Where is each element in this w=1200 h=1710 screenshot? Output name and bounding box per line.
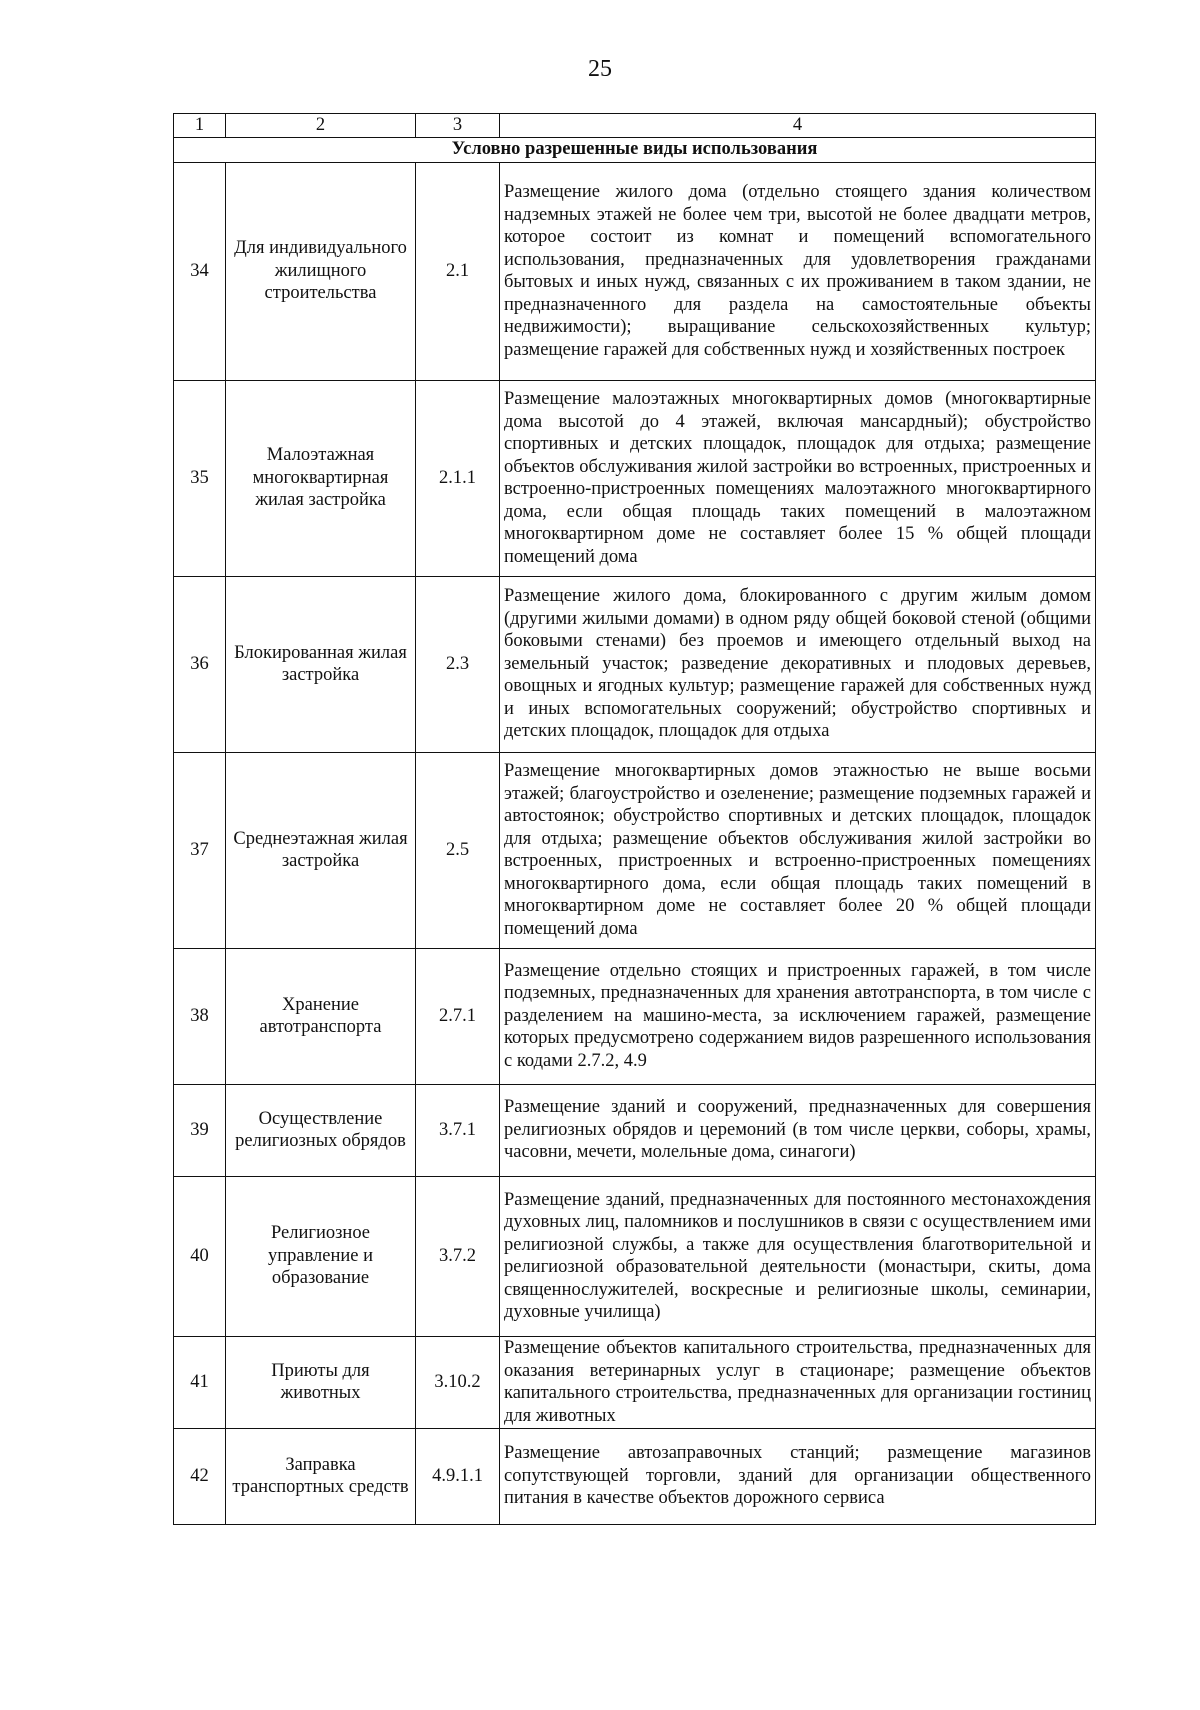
page-number: 25	[588, 56, 612, 82]
table-row	[174, 1176, 1096, 1336]
use-type-description: Размещение зданий, предназначенных для постоянного местонахождения духовных лиц, паломников и послушников в связи с осуществлением ими религиозной службы, а также для осуществления благотворительной и религиозной образовательной деятельности (монастыри, скиты, дома священнослужителей, воскресные и религиозные школы, семинарии, духовные училища)	[500, 1176, 1096, 1336]
row-number: 39	[174, 1084, 226, 1176]
column-number-header	[174, 114, 1096, 138]
table-row	[174, 1336, 1096, 1428]
row-number: 41	[174, 1336, 226, 1428]
header-cell: 3	[416, 114, 500, 138]
row-number: 40	[174, 1176, 226, 1336]
use-type-description: Размещение жилого дома, блокированного с другим жилым домом (другими жилыми домами) в одном ряду общей боковой стеной (общими боковыми стенами) без проемов и имеющего отдельный выход на земельный участок; разведение декоративных и плодовых деревьев, овощных и ягодных культур; размещение гаражей для собственных нужд и иных вспомогательных сооружений; обустройство спортивных и детских площадок, площадок для отдыха	[500, 576, 1096, 752]
row-number: 36	[174, 576, 226, 752]
table-row	[174, 1428, 1096, 1524]
classifier-code: 3.10.2	[416, 1336, 500, 1428]
classifier-code: 2.3	[416, 576, 500, 752]
classifier-code: 2.1.1	[416, 380, 500, 576]
header-cell: 2	[226, 114, 416, 138]
classifier-code: 2.7.1	[416, 948, 500, 1084]
use-type-name: Осуществление религиозных обрядов	[226, 1084, 416, 1176]
use-type-name: Приюты для животных	[226, 1336, 416, 1428]
header-cell: 1	[174, 114, 226, 138]
use-type-name: Малоэтажная многоквартирная жилая застройка	[226, 380, 416, 576]
use-type-name: Религиозное управление и образование	[226, 1176, 416, 1336]
row-number: 37	[174, 752, 226, 948]
row-number: 42	[174, 1428, 226, 1524]
use-type-name: Хранение автотранспорта	[226, 948, 416, 1084]
use-type-name: Блокированная жилая застройка	[226, 576, 416, 752]
table-row	[174, 1084, 1096, 1176]
use-type-description: Размещение объектов капитального строительства, предназначенных для оказания ветеринарных услуг в стационаре; размещение объектов капитального строительства, предназначенных для организации гостиниц для животных	[500, 1336, 1096, 1428]
use-type-description: Размещение зданий и сооружений, предназначенных для совершения религиозных обрядов и церемоний (в том числе церкви, соборы, храмы, часовни, мечети, молельные дома, синагоги)	[500, 1084, 1096, 1176]
use-type-description: Размещение автозаправочных станций; размещение магазинов сопутствующей торговли, зданий для организации общественного питания в качестве объектов дорожного сервиса	[500, 1428, 1096, 1524]
table-row	[174, 576, 1096, 752]
use-type-description: Размещение отдельно стоящих и пристроенных гаражей, в том числе подземных, предназначенных для хранения автотранспорта, в том числе с разделением на машино-места, за исключением гаражей, размещение которых предусмотрено содержанием видов разрешенного использования с кодами 2.7.2, 4.9	[500, 948, 1096, 1084]
use-type-name: Для индивидуального жилищного строительства	[226, 162, 416, 380]
section-title: Условно разрешенные виды использования	[174, 137, 1096, 162]
classifier-code: 2.5	[416, 752, 500, 948]
header-cell: 4	[500, 114, 1096, 138]
classifier-code: 3.7.2	[416, 1176, 500, 1336]
section-heading-row	[174, 137, 1096, 162]
use-type-description: Размещение малоэтажных многоквартирных домов (многоквартирные дома высотой до 4 этажей, включая мансардный); обустройство спортивных и детских площадок, площадок для отдыха; размещение объектов обслуживания жилой застройки во встроенных, пристроенных и встроенно-пристроенных помещениях малоэтажного многоквартирного дома, если общая площадь таких помещений в малоэтажном многоквартирном доме не составляет более 15 % общей площади помещений дома	[500, 380, 1096, 576]
row-number: 35	[174, 380, 226, 576]
land-use-table	[173, 113, 1096, 1525]
use-type-name: Заправка транспортных средств	[226, 1428, 416, 1524]
table-row	[174, 948, 1096, 1084]
use-type-name: Среднеэтажная жилая застройка	[226, 752, 416, 948]
classifier-code: 4.9.1.1	[416, 1428, 500, 1524]
row-number: 34	[174, 162, 226, 380]
classifier-code: 3.7.1	[416, 1084, 500, 1176]
table-row	[174, 752, 1096, 948]
row-number: 38	[174, 948, 226, 1084]
use-type-description: Размещение многоквартирных домов этажностью не выше восьми этажей; благоустройство и озеленение; размещение подземных гаражей и автостоянок; обустройство спортивных и детских площадок, площадок для отдыха; размещение объектов обслуживания жилой застройки во встроенных, пристроенных и встроенно-пристроенных помещениях многоквартирного дома, если общая площадь таких помещений в многоквартирном доме не составляет более 20 % общей площади помещений дома	[500, 752, 1096, 948]
table-row	[174, 162, 1096, 380]
classifier-code: 2.1	[416, 162, 500, 380]
table-row	[174, 380, 1096, 576]
use-type-description: Размещение жилого дома (отдельно стоящего здания количеством надземных этажей не более чем три, высотой не более двадцати метров, которое состоит из комнат и помещений вспомогательного использования, предназначенных для удовлетворения гражданами бытовых и иных нужд, связанных с их проживанием в таком здании, не предназначенного для раздела на самостоятельные объекты недвижимости); выращивание сельскохозяйственных культур; размещение гаражей для собственных нужд и хозяйственных построек	[500, 162, 1096, 380]
